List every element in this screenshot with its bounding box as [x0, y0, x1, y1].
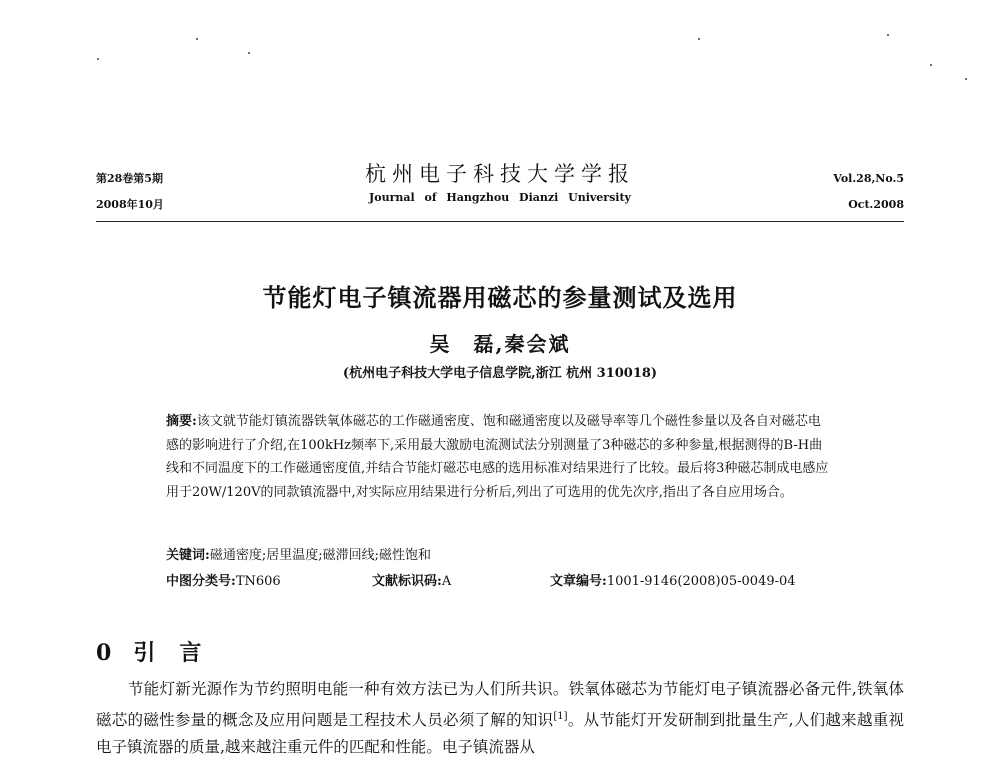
- doc-code-value: A: [441, 574, 452, 589]
- journal-name: [96, 160, 904, 208]
- citation-ref[interactable]: [1]: [553, 711, 568, 722]
- issue-date: 2008年10月: [96, 198, 164, 211]
- authors: 吴 磊,秦会斌: [429, 332, 571, 356]
- section-title: 引言: [133, 641, 226, 666]
- keywords: [166, 546, 431, 566]
- article-number: [550, 572, 796, 592]
- section-number: 0: [96, 640, 112, 666]
- affiliation: (杭州电子科技大学电子信息学院,浙江 杭州 310018): [342, 366, 658, 381]
- scan-speck: [698, 38, 700, 40]
- keywords-text: 磁通密度;居里温度;磁滞回线;磁性饱和: [209, 548, 431, 563]
- intro-paragraph: [96, 676, 904, 761]
- scan-speck: [887, 34, 889, 36]
- journal-name-en: Journal of Hangzhou Dianzi University: [369, 191, 631, 204]
- clc-number: [166, 572, 281, 592]
- issue-info-en: [833, 166, 904, 218]
- article-number-value: 1001-9146(2008)05-0049-04: [606, 574, 796, 589]
- scan-speck: [248, 52, 250, 54]
- keywords-label: 关键词:: [166, 548, 210, 563]
- abstract-label: 摘要:: [166, 414, 197, 429]
- doc-code-label: 文献标识码:: [372, 574, 442, 589]
- scan-speck: [965, 78, 967, 80]
- header-rule: [96, 221, 904, 222]
- scan-speck: [930, 64, 932, 66]
- abstract-text: 该文就节能灯镇流器铁氧体磁芯的工作磁通密度、饱和磁通密度以及磁导率等几个磁性参量以及各自对磁芯电感的影响进行了介绍,在100kHz频率下,采用最大激励电流测试法分别测量了3种磁芯的多种参量,根据测得的B-H曲线和不同温度下的工作磁通密度值,并结合节能灯磁芯电感的选用标准对结果进行了比较。最后将3种磁芯制成电感应用于20W/120V的同款镇流器中,对实际应用结果进行分析后,列出了可选用的优先次序,指出了各自应用场合。: [166, 414, 829, 500]
- clc-label: 中图分类号:: [166, 574, 236, 589]
- intro-text: 节能灯新光源作为节约照明电能一种有效方法已为人们所共识。铁氧体磁芯为节能灯电子镇流器必备元件,铁氧体磁芯的磁性参量的概念及应用问题是工程技术人员必须了解的知识: [96, 680, 904, 730]
- issue-date-en: Oct.2008: [848, 198, 904, 211]
- volume-issue-en: Vol.28,No.5: [833, 172, 904, 185]
- article-number-label: 文章编号:: [550, 574, 607, 589]
- journal-header: [96, 160, 904, 222]
- paper-title: 节能灯电子镇流器用磁芯的参量测试及选用: [262, 284, 738, 312]
- document-code: [372, 572, 452, 592]
- scan-speck: [196, 38, 198, 40]
- scan-speck: [97, 58, 99, 60]
- clc-value: TN606: [235, 574, 281, 589]
- section-heading: [96, 636, 225, 667]
- intro-text-continued: 。从节能灯开发研制到批量生产,人们越来越重视电子镇流器的质量,越来越注重元件的匹配和性能。电子镇流器从: [96, 711, 904, 757]
- journal-name-cn: 杭州电子科技大学学报: [365, 162, 635, 186]
- abstract: [166, 410, 830, 504]
- volume-issue: 第28卷第5期: [96, 172, 163, 185]
